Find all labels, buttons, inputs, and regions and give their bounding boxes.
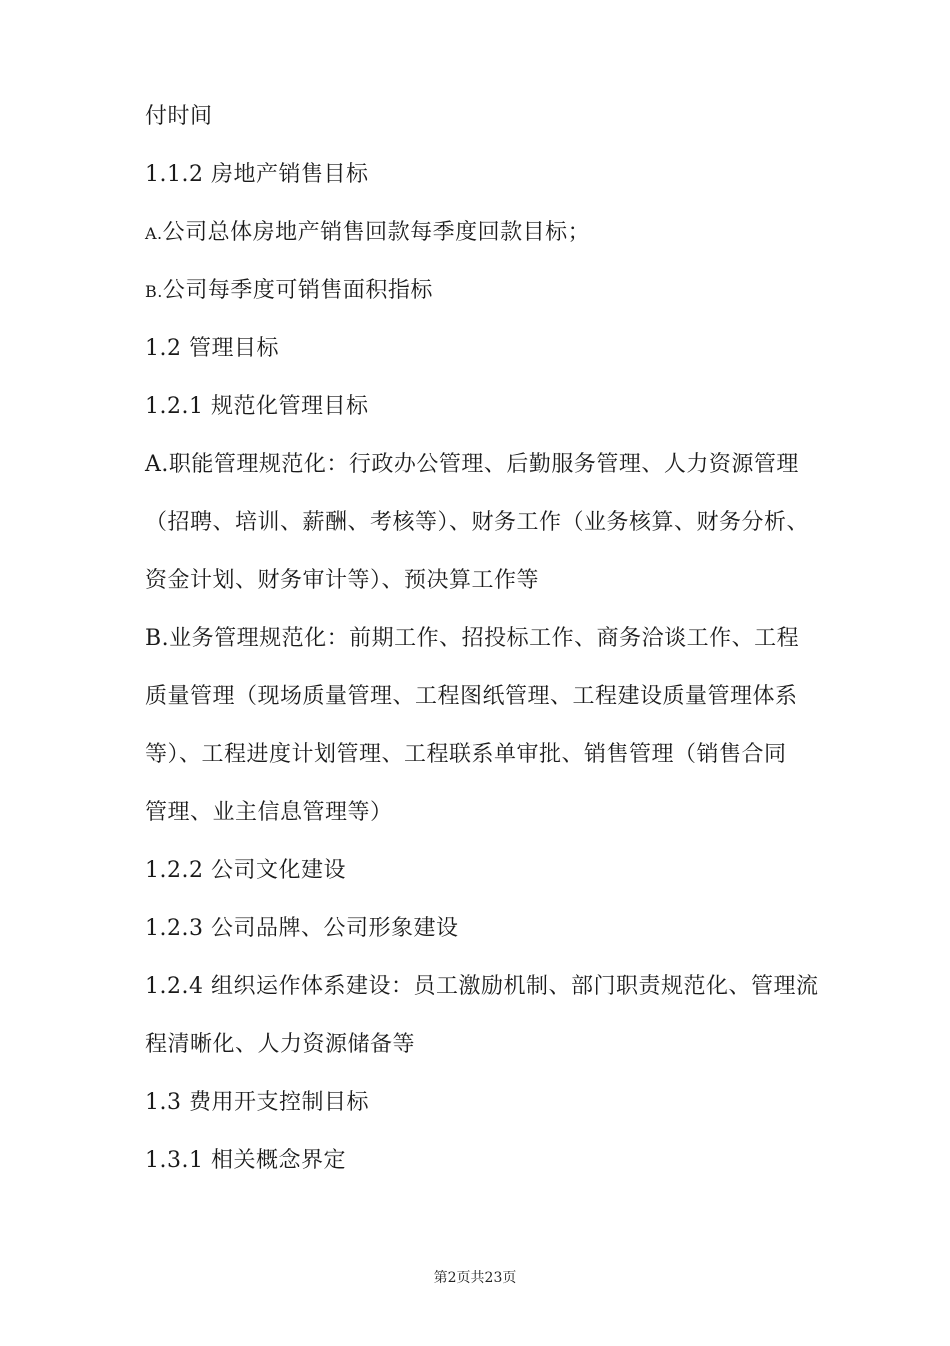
list-item xyxy=(145,262,825,320)
line-prefix: B. xyxy=(145,282,163,301)
line-text: 1.2.3 公司品牌、公司形象建设 xyxy=(145,916,459,941)
line-text: 1.2.4 组织运作体系建设：员工激励机制、部门职责规范化、管理流 xyxy=(145,974,819,999)
line-text: 1.3 费用开支控制目标 xyxy=(145,1090,369,1115)
section-heading xyxy=(145,842,825,900)
line-text: 质量管理（现场质量管理、工程图纸管理、工程建设质量管理体系 xyxy=(145,684,798,709)
paragraph-line xyxy=(145,610,825,668)
paragraph-line xyxy=(145,668,825,726)
section-heading xyxy=(145,1074,825,1132)
line-prefix: A. xyxy=(145,224,163,243)
page-number-footer: 第2页共23页 xyxy=(433,1270,517,1286)
line-text: 资金计划、财务审计等）、预决算工作等 xyxy=(145,568,540,593)
line-text: 1.3.1 相关概念界定 xyxy=(145,1148,346,1173)
line-text: （招聘、培训、薪酬、考核等）、财务工作（业务核算、财务分析、 xyxy=(145,510,810,535)
text-line xyxy=(145,88,825,146)
line-text: 1.2.1 规范化管理目标 xyxy=(145,394,369,419)
line-text: 管理、业主信息管理等） xyxy=(145,800,393,825)
line-text: 公司总体房地产销售回款每季度回款目标； xyxy=(162,220,591,245)
paragraph-line xyxy=(145,958,825,1016)
paragraph-line xyxy=(145,494,825,552)
paragraph-line xyxy=(145,784,825,842)
paragraph-line xyxy=(145,552,825,610)
list-item xyxy=(145,204,825,262)
section-heading xyxy=(145,146,825,204)
section-heading xyxy=(145,1132,825,1190)
document-body xyxy=(145,88,825,1190)
line-text: 等）、工程进度计划管理、工程联系单审批、销售管理（销售合同 xyxy=(145,742,787,767)
line-text: 付时间 xyxy=(145,104,213,129)
section-heading xyxy=(145,378,825,436)
line-text: 程清晰化、人力资源储备等 xyxy=(145,1032,416,1057)
section-heading xyxy=(145,320,825,378)
line-text: B.业务管理规范化：前期工作、招投标工作、商务洽谈工作、工程 xyxy=(145,626,800,651)
line-text: 公司每季度可销售面积指标 xyxy=(162,278,433,303)
line-text: A.职能管理规范化：行政办公管理、后勤服务管理、人力资源管理 xyxy=(145,452,799,477)
line-text: 1.2 管理目标 xyxy=(145,336,279,361)
line-text: 1.1.2 房地产销售目标 xyxy=(145,162,369,187)
paragraph-line xyxy=(145,1016,825,1074)
section-heading xyxy=(145,900,825,958)
paragraph-line xyxy=(145,726,825,784)
line-text: 1.2.2 公司文化建设 xyxy=(145,858,346,883)
paragraph-line xyxy=(145,436,825,494)
